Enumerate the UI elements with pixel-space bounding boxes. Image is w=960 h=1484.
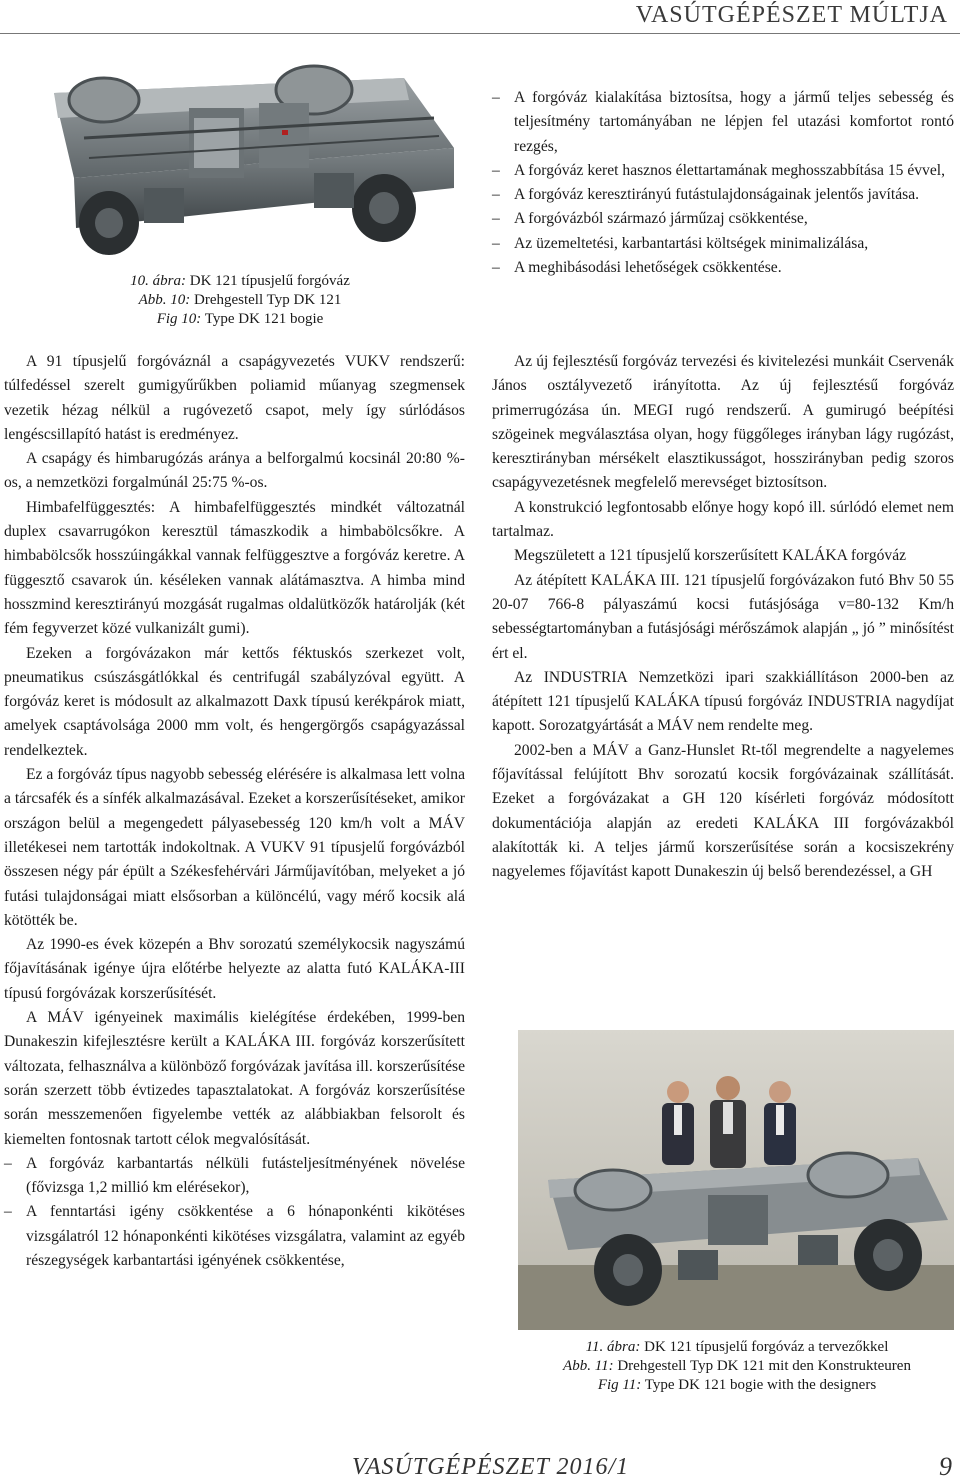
list-item: – A forgóváz kialakítása biztosítsa, hogy a jármű teljes sebesség és teljesítmény tartományában ne lépjen fel utazási komfortot rontó rezgés, xyxy=(492,89,954,155)
left-column-body xyxy=(4,350,465,1273)
caption-text-en: Type DK 121 bogie xyxy=(201,311,324,327)
paragraph: 2002-ben a MÁV a Ganz-Hunslet Rt-től megrendelte a nagyelemes főjavítással felújított Bhv sorozatú kocsik forgóvázainak szállítását. Ezeket a forgóvázakat a GH 120 kísérleti forgóváz módosított dokumentációja alapján az eredeti KALÁKA III forgóvázakból alakították ki. A teljes jármű korszerűsítése során a kocsiszekrény nagyelemes főjavítást kapott Dunakeszin új belső berendezéssel, a GH xyxy=(492,741,954,881)
paragraph: Az 1990-es évek közepén a Bhv sorozatú személykocsik nagyszámú főjavításának igénye újra előtérbe helyezte az alatta futó KALÁKA-III típusú forgóvázak korszerűsítését. xyxy=(4,936,465,1002)
caption-label: Fig 11: xyxy=(597,1377,642,1393)
caption-label: Fig 10: xyxy=(156,311,202,327)
caption-label: 10. ábra: xyxy=(130,273,186,289)
figure-11-photo xyxy=(518,1030,954,1330)
footer-journal: VASÚTGÉPÉSZET 2016/1 xyxy=(352,1454,630,1480)
paragraph: Himbafelfüggesztés: A himbafelfüggesztés mindkét változatnál duplex csavarrugókon keresztül támaszkodik a himbabölcsőkre. A himbabölcsők hosszúingákkal vannak felfüggesztve a forgóváz keretre. A függesztő csavarok ún. késéleken vannak alátámasztva. A himba mind hosszmind keresztirányú mozgását rugalmas oldalütközők határolják (két fém fegyverzet közé vulkanizált gumi). xyxy=(4,498,465,638)
paragraph: Az INDUSTRIA Nemzetközi ipari szakkiállításon 2000-ben az átépített 121 típusjelű KALÁKA típusú forgóváz INDUSTRIA nagydíjat kapott. Sorozatgyártását a MÁV nem rendelte meg. xyxy=(492,668,954,735)
designers-illustration xyxy=(518,1030,954,1330)
paragraph: Megszületett a 121 típusjelű korszerűsített KALÁKA forgóváz xyxy=(514,547,907,565)
caption-label: Abb. 10: xyxy=(138,292,191,308)
paragraph: A konstrukció legfontosabb előnye hogy kopó ill. súrlódó elemet nem tartalmaz. xyxy=(492,498,954,541)
caption-label: 11. ábra: xyxy=(585,1339,641,1355)
caption-text-hu: DK 121 típusjelű forgóváz xyxy=(185,273,350,289)
list-item: – A forgóváz keresztirányú futástulajdonságainak jelentős javítása. xyxy=(492,186,920,204)
paragraph: Az átépített KALÁKA III. 121 típusjelű forgóvázakon futó Bhv 50 55 20-07 766-8 pályaszámú kocsi futásjósága v=80-132 Km/h sebességtartományban a futásjósági mérőszámok alapján „ jó ” minősítést ért el. xyxy=(492,571,954,662)
figure-10-caption xyxy=(90,272,390,329)
running-header: VASÚTGÉPÉSZET MÚLTJA xyxy=(635,2,948,28)
list-item: – A forgóváz karbantartás nélküli futásteljesítményének növelése (fővizsga 1,2 millió km elérésekor), xyxy=(4,1154,465,1197)
header-rule xyxy=(0,33,960,34)
caption-label: Abb. 11: xyxy=(563,1358,614,1374)
caption-text-en: Type DK 121 bogie with the designers xyxy=(641,1377,877,1393)
bogie-illustration xyxy=(14,38,464,268)
figure-10-photo xyxy=(14,38,464,268)
list-item: – A forgóvázból származó járműzaj csökkentése, xyxy=(492,210,808,228)
paragraph: Az új fejlesztésű forgóváz tervezési és kivitelezési munkáit Cservenák János osztályvezető irányította. Az új fejlesztésű forgóváz primerrugózása ún. MEGI rugó rendszerű. A gumirugó beépítési szögeinek megválasztása olyan, hogy függőleges irányban lágy rugózást, keresztirányban mérsékelt elasztikusságot, hosszirányban pedig szoros csapágyvezetésnek megfelelő merevséget biztosítson. xyxy=(492,353,954,492)
figure-11-caption xyxy=(520,1338,954,1395)
caption-text-hu: DK 121 típusjelű forgóváz a tervezőkkel xyxy=(640,1339,889,1355)
objectives-list-continued xyxy=(492,86,954,280)
list-item: – Az üzemeltetési, karbantartási költségek minimalizálása, xyxy=(492,234,869,252)
paragraph: A MÁV igényeinek maximális kielégítése érdekében, 1999-ben Dunakeszin kifejlesztésre került a KALÁKA III. forgóváz korszerűsített változata, felhasználva a különböző forgóvázak javítása ill. korszerűsítése során szerzett több évtizedes tapasztalatokat. A forgóváz korszerűsítése során messzemenően figyelembe vették az alábbiakban felsorolt és kiemelten fontosnak tartott célok megvalósítását. xyxy=(4,1009,465,1148)
list-item: – A fenntartási igény csökkentése a 6 hónaponkénti kikötéses vizsgálatról 12 hónaponkénti kikötéses vizsgálatra, valamint az egyéb részegységek karbantartási igényének csökkentése, xyxy=(4,1203,465,1269)
list-item: – A forgóváz keret hasznos élettartamának meghosszabbítása 15 évvel, xyxy=(492,161,945,179)
caption-text-de: Drehgestell Typ DK 121 xyxy=(190,292,342,308)
paragraph: Ez a forgóváz típus nagyobb sebesség elérésére is alkalmasa lett volna a tárcsafék és a sínfék alkalmazásával. Ezeket a korszerűsítéseket, amikor országon belül a megengedett pályasebesség 120 km/h volt a MÁV illetékesei nem tartották indokoltnak. A VUKV 91 típusjelű forgóvázból összesen négy pár épült a Székesfehérvári Járműjavítóban, melyeket a jó futási tulajdonságai miatt elsősorban a különcélú, vagy mérő kocsik alá kötötték be. xyxy=(4,766,465,929)
caption-text-de: Drehgestell Typ DK 121 mit den Konstrukteuren xyxy=(613,1358,911,1374)
list-item: – A meghibásodási lehetőségek csökkentése. xyxy=(492,259,782,277)
paragraph: A csapágy és himbarugózás aránya a belforgalmú kocsinál 20:80 %-os, a nemzetközi forgalmúnál 25:75 %-os. xyxy=(4,450,465,492)
paragraph: Ezeken a forgóvázakon már kettős féktuskós szerkezet volt, pneumatikus csúszásgátlókkal és centrifugál szabályzóval együtt. A forgóváz keret is módosult az alkalmazott Daxk típusú kerékpárok miatt, amelyek csaptávolsága 2000 mm volt, és hengergörgős csapágyazással rendelkeztek. xyxy=(4,644,465,759)
right-column-body xyxy=(492,350,954,885)
page-number: 9 xyxy=(939,1452,952,1481)
paragraph: A 91 típusjelű forgóváznál a csapágyvezetés VUKV rendszerű: túlfedéssel szerelt gumigyűrűkben poliamid műanyag szegmensek vezetik hézag nélkül a rugóvezető csapot, mely így súrlódásos lengéscsillapító hatást is eredményez. xyxy=(4,353,465,443)
